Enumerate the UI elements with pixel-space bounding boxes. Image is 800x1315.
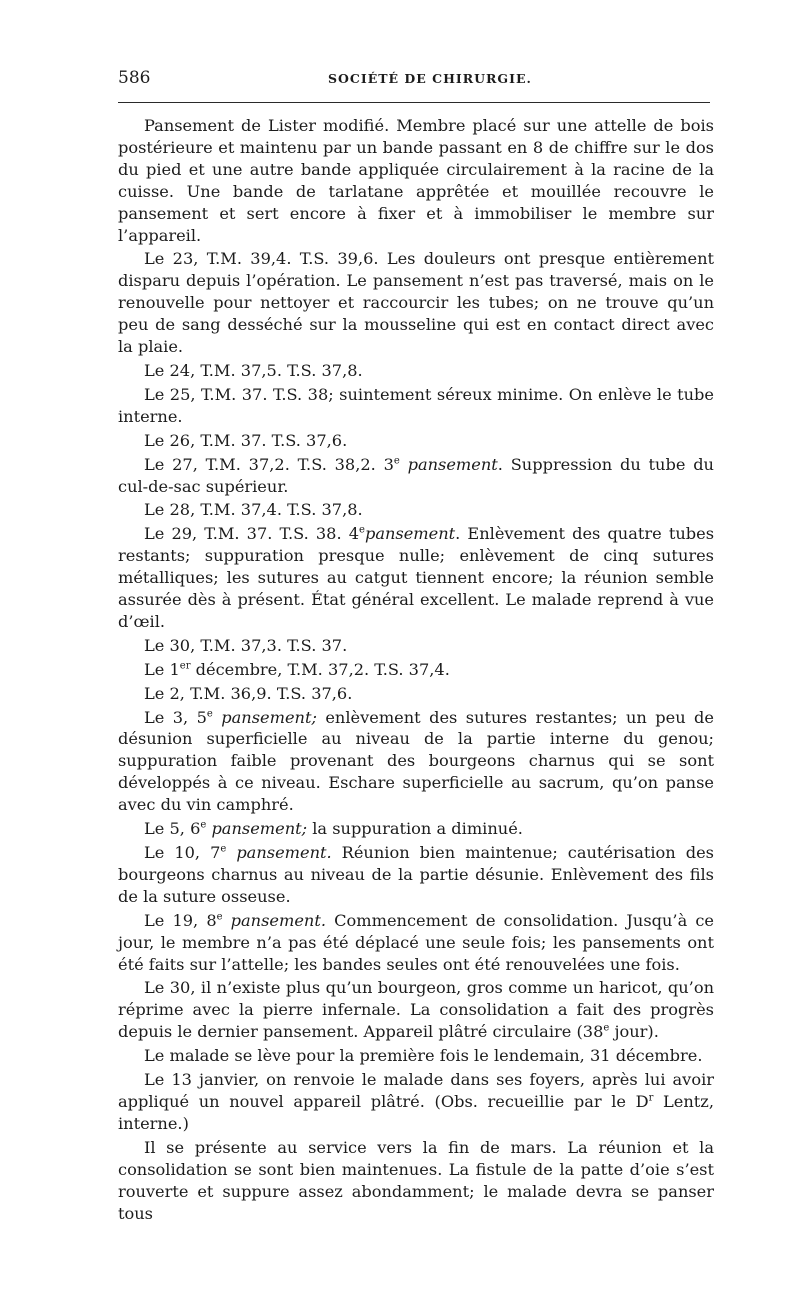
paragraph (118, 1045, 714, 1067)
paragraph (118, 910, 714, 976)
paragraph (118, 115, 714, 246)
paragraph (118, 818, 714, 840)
superscript: r (648, 1092, 654, 1104)
text-run: Le 2, T.M. 36,9. T.S. 37,6. (144, 683, 353, 703)
text-run: enlèvement des sutures restantes; un peu de désunion superficielle au niveau de la partie interne du genou; suppuration faible provenant des bourgeons charnus qui se sont développés à ce niveau. Eschare superficielle au sacrum, qu’on panse avec du vin camphré. (118, 707, 714, 815)
text-run: Le 19, 8 (144, 910, 217, 930)
superscript: er (179, 660, 191, 672)
superscript: e (393, 455, 400, 467)
text-run: Le 30, il n’existe plus qu’un bourgeon, gros comme un haricot, qu’on réprime avec la pierre infernale. La consolidation a fait des progrès depuis le dernier pansement. Appareil plâtré circulaire (38 (118, 978, 714, 1042)
text-run: jour). (609, 1022, 659, 1042)
italic-text: pansement. (222, 910, 326, 930)
text-run: la suppuration a diminué. (307, 819, 523, 839)
text-run: Lentz, interne.) (118, 1091, 714, 1133)
page-number: 586 (118, 68, 151, 88)
italic-text: pansement; (206, 819, 308, 839)
superscript: e (220, 843, 227, 855)
text-run: Le 25, T.M. 37. T.S. 38; suintement séreux minime. On enlève le tube interne. (118, 384, 714, 426)
superscript: e (200, 819, 207, 831)
text-run: Le 28, T.M. 37,4. T.S. 37,8. (144, 500, 363, 520)
paragraph (118, 430, 714, 452)
superscript: e (216, 911, 223, 923)
text-run: Le 5, 6 (144, 819, 201, 839)
paragraph (118, 523, 714, 633)
paragraph (118, 454, 714, 498)
page-header (118, 68, 714, 96)
text-run: Le 1 (144, 659, 180, 679)
running-title: SOCIÉTÉ DE CHIRURGIE. (328, 71, 532, 86)
header-rule (118, 102, 710, 103)
text-run: Le 3, 5 (144, 707, 207, 727)
paragraph (118, 635, 714, 657)
paragraph (118, 384, 714, 428)
paragraph (118, 1069, 714, 1135)
text-run: Le 26, T.M. 37. T.S. 37,6. (144, 430, 348, 450)
paragraph (118, 499, 714, 521)
text-run: . Enlèvement des quatre tubes restants; suppuration presque nulle; enlèvement de cinq sutures métalliques; les sutures au catgut tiennent encore; la réunion semble assurée dès à présent. État général excellent. Le malade reprend à vue d’œil. (118, 524, 714, 631)
text-run: Pansement de Lister modifié. Membre placé sur une attelle de bois postérieure et maintenu par un bande passant en 8 de chiffre sur le dos du pied et une autre bande appliquée circulairement à la racine de la cuisse. Une bande de tarlatane apprêtée et mouillée recouvre le pansement et sert encore à fixer et à immobiliser le membre sur l’appareil. (118, 116, 714, 245)
text-run: Le 23, T.M. 39,4. T.S. 39,6. Les douleurs ont presque entièrement disparu depuis l’opération. Le pansement n’est pas traversé, mais on le renouvelle pour nettoyer et raccourcir les tubes; on ne trouve qu’un peu de sang desséché sur la mousseline qui est en contact direct avec la plaie. (118, 249, 714, 357)
text-run: Le malade se lève pour la première fois le lendemain, 31 décembre. (144, 1046, 703, 1066)
superscript: e (359, 524, 365, 536)
paragraph (118, 842, 714, 908)
text-run: Le 27, T.M. 37,2. T.S. 38,2. 3 (144, 454, 394, 474)
paragraph (118, 360, 714, 382)
italic-text: pansement. (226, 843, 332, 862)
italic-text: pansement (399, 454, 498, 474)
text-run: Le 29, T.M. 37. T.S. 38. 4 (144, 524, 360, 544)
text-run: décembre, T.M. 37,2. T.S. 37,4. (190, 659, 450, 679)
text-run: Commencement de consolidation. Jusqu’à ce jour, le membre n’a pas été déplacé une seule fois; les pansements ont été faits sur l’attelle; les bandes seules ont été renouvelées une fois. (118, 910, 714, 974)
paragraph (118, 659, 714, 681)
paragraph (118, 707, 714, 817)
italic-text: pansement; (212, 707, 317, 727)
superscript: e (206, 708, 213, 720)
text-run: Le 30, T.M. 37,3. T.S. 37. (144, 635, 348, 655)
text-run: Le 24, T.M. 37,5. T.S. 37,8. (144, 360, 363, 380)
text-run: Le 13 janvier, on renvoie le malade dans ses foyers, après lui avoir appliqué un nouvel appareil plâtré. (Obs. recueillie par le D (118, 1070, 714, 1111)
paragraph (118, 683, 714, 705)
paragraph (118, 977, 714, 1043)
paragraph (118, 248, 714, 358)
text-run: Réunion bien maintenue; cautérisation des bourgeons charnus au niveau de la partie désunie. Enlèvement des fils de la suture osseuse. (118, 843, 714, 906)
paragraph (118, 1137, 714, 1225)
superscript: e (603, 1022, 610, 1034)
text-run: Le 10, 7 (144, 843, 221, 862)
text-run: Il se présente au service vers la fin de mars. La réunion et la consolidation se sont bien maintenues. La fistule de la patte d’oie s’est rouverte et suppure assez abondamment; le malade devra se panser tous (118, 1137, 714, 1223)
text-run: . Suppression du tube du cul-de-sac supérieur. (118, 454, 714, 496)
body-text (118, 115, 714, 1224)
italic-text: pansement (364, 524, 456, 544)
